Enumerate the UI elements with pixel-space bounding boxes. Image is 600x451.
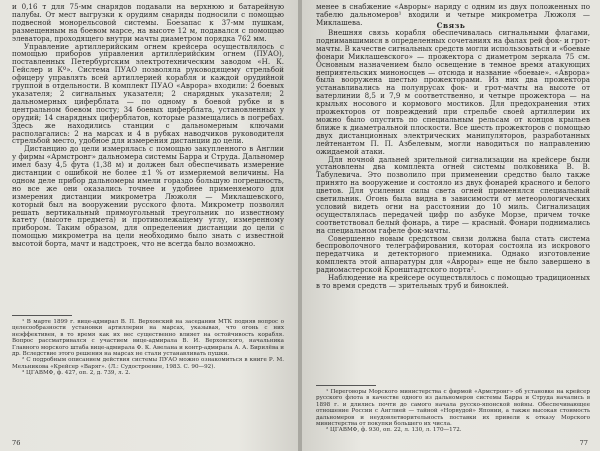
- right-paragraph: Для ночной дальней зрительной сигнализации на крейсере были установлены два комплекта огней системы полковника В. В. Табулевича. Это позволило при применении средство было также принято на вооружение и состояло из двух фонарей красного и белого цветов. Для усиления силы света огней применялся специальный светильник. Огонь была видна в зависимости от метеорологических условий видеть огни на расстоянии до 10 миль. Сигнализация осуществлялась передачей цифр по азбуке Морзе, причем точке соответствовал белый фонарь, а тире — красный. Фонари поднимались на специальном гафеле фок-мачты.: [316, 154, 590, 235]
- footnote: ² ЦГАВМФ, ф. 930, оп. 22, л. 130, л. 170—172.: [326, 427, 462, 434]
- footnote: ¹ В марте 1899 г. вице-адмирал В. П. Верховский на заседании МТК подняв вопрос о целесообразности установки артиллерии на марсах, указывая, что огонь с них неэффективен, в то время как их вес существенно влияет на остойчивость корабля. Вопрос рассматривался с участием вице-адмирала В. И. Верховского, начальника Главного морского штаба вице-адмирала Ф. К. Авелана и контр-адмирала А. А. Бирилёва и др. Вследствие этого решения на марсах не стали устанавливать пушки.: [12, 319, 284, 358]
- footnote: ¹ Переговоры Морского министерства с фирмой «Армстронг» об установке на крейсер русского флота в качестве одного из дальномеров системы Барра и Струда начались в 1898 г. и длились почти до самого начала русско-японской войны. Обеспечивающее отношение России с Англией — тайной «Норвудой» Японии, а также высокая стоимость дальномеров и неудовлетворительность поставки их привели к отказу Морского министерства от покупки большего их числа.: [316, 389, 590, 428]
- left-paragraph: и 0,16 т для 75-мм снарядов подавали на верхнюю и батарейную палубы. От мест выгрузки к орудиям снаряды подносили с помощью подвесной монорельсовой системы. Боезапас к 37-мм пушкам, размещенным на боевом марсе, на высоте 12 м, подавался с помощью элеватора, проходящего внутри мачты диаметром порядка 762 мм.: [12, 2, 284, 43]
- left-paragraph: Дистанцию до цели измерялась с помощью закупленного в Англии у фирмы «Армстронг» дальномера системы Барра и Струда. Дальномер имел базу 4,5 фута (1,38 м) и должен был обеспечивать измерение дистанции с ошибкой не более ±1 % от измеряемой величины. На одном деле прибор дальномеры имели гораздо большую погрешность, но все же они оказались точнее и удобнее применяемого для измерения дистанции микрометра Люжоля — Миклашевского, который был на вооружении русского флота. Микрометр позволял решать вертикальный прямоугольный треугольник по известному катету (высоте предмета) и противолежащему углу, измеренному прибором. Таким образом, для определения дистанции до цели с помощью микрометра на цели необходимо было знать с известной высотой борта, мачт и надстроек, что не всегда было возможно.: [12, 144, 284, 249]
- right-footnotes: [316, 389, 590, 434]
- left-footnotes: [12, 319, 284, 377]
- right-page: [302, 0, 600, 451]
- right-paragraph: Внешняя связь корабля обеспечивалась сигнальными флагами, поднимавшимися в определенных сочетаниях на фалах рей фок- и грот-мачты. В качестве сигнальных средств могли использоваться и «боевые фонари Миклашевского» — прожектора с диаметром зеркала 75 см. Основным назначением было освещение в темное время атакующих неприятельских миноносцев — отсюда и название «боевые». «Аврора» была вооружена шестью прожекторами. Из них два прожектора устанавливались на полуярусах фок- и грот-мачты на высоте от ватерлинии 8,5 и 7,9 м соответственно, и четыре прожектора — на крыльях носового и кормового мостиков. Для предохранения этих прожекторов от повреждений при стрельбе своей артиллерии их можно было опустить по специальным рельсам от концов крыльев ближе к диаметральной плоскости. Все шесть прожекторов с помощью двух дистанционных электрических манипуляторов, разработанных лейтенантом П. П. Азбелевым, могли наводиться по направлению ожидаемой атаки.: [316, 28, 590, 156]
- section-title: Связь: [436, 21, 466, 30]
- page-number-right: 77: [579, 439, 588, 447]
- footnote-divider: [316, 385, 376, 386]
- footnote: ² С подробным описанием действия системы ПУАО можно ознакомиться в книге Р. М. Мельникова «Крейсер «Варяг». (Л.: Судостроение, 1983. С. 90—92).: [12, 357, 284, 370]
- page-number-left: 76: [12, 439, 21, 447]
- right-intro-paragraph: менее в снабжение «Авроры» наряду с одним из двух положенных по табелю дальномеров¹ входили и четыре микрометра Люжоля — Миклашева.: [316, 2, 590, 27]
- right-paragraph: Наблюдение на крейсере осуществлялось с помощью традиционных в то время средств — зрительных труб и биноклей.: [316, 273, 590, 290]
- right-body-text: [316, 29, 590, 290]
- right-paragraph: Совершенно новым средством связи должна была стать система беспроволочного телеграфирования, которая состояла из искрового передатчика и детекторного приемника. Однако изготовление комплекта этой аппаратуры для «Авроры» еще не было завершено в радиомастерской Кронштадтского порта².: [316, 233, 590, 275]
- left-body-text: [12, 3, 284, 248]
- left-page: [0, 0, 298, 451]
- left-paragraph: Управление артиллерийским огнем крейсера осуществлялось с помощью приборов управления артиллерийским огнем (ПУАО), поставленных Петербургским электротехническим заводом «Н. К. Гейслер и Кº». Система ПУАО позволяла руководящему стрельбой офицеру управлять всей артиллерией корабля и каждой орудийной группой в отдельности. В комплект ПУАО «Аврора» входили: 2 боевых указателя; 2 сигнальных указателя; 2 снарядных указателя; 2 дальномерных циферблата — по одному в боевой рубке и в центральном боевом посту; 34 боевых циферблата, установленных у орудий; 14 снарядных циферблатов, которые размещались в погребах. Здесь же находились станции с дальномерным ключами располагались: 2 на марсах и 4 в рубках наводчиков руководителя стрельбой место, удобное для измерения дистанции до цели.: [12, 41, 284, 146]
- footnote: ³ ЦГАВМФ, ф. 427, оп. 2, д. 739, л. 2.: [22, 370, 131, 377]
- footnote-divider: [12, 315, 72, 316]
